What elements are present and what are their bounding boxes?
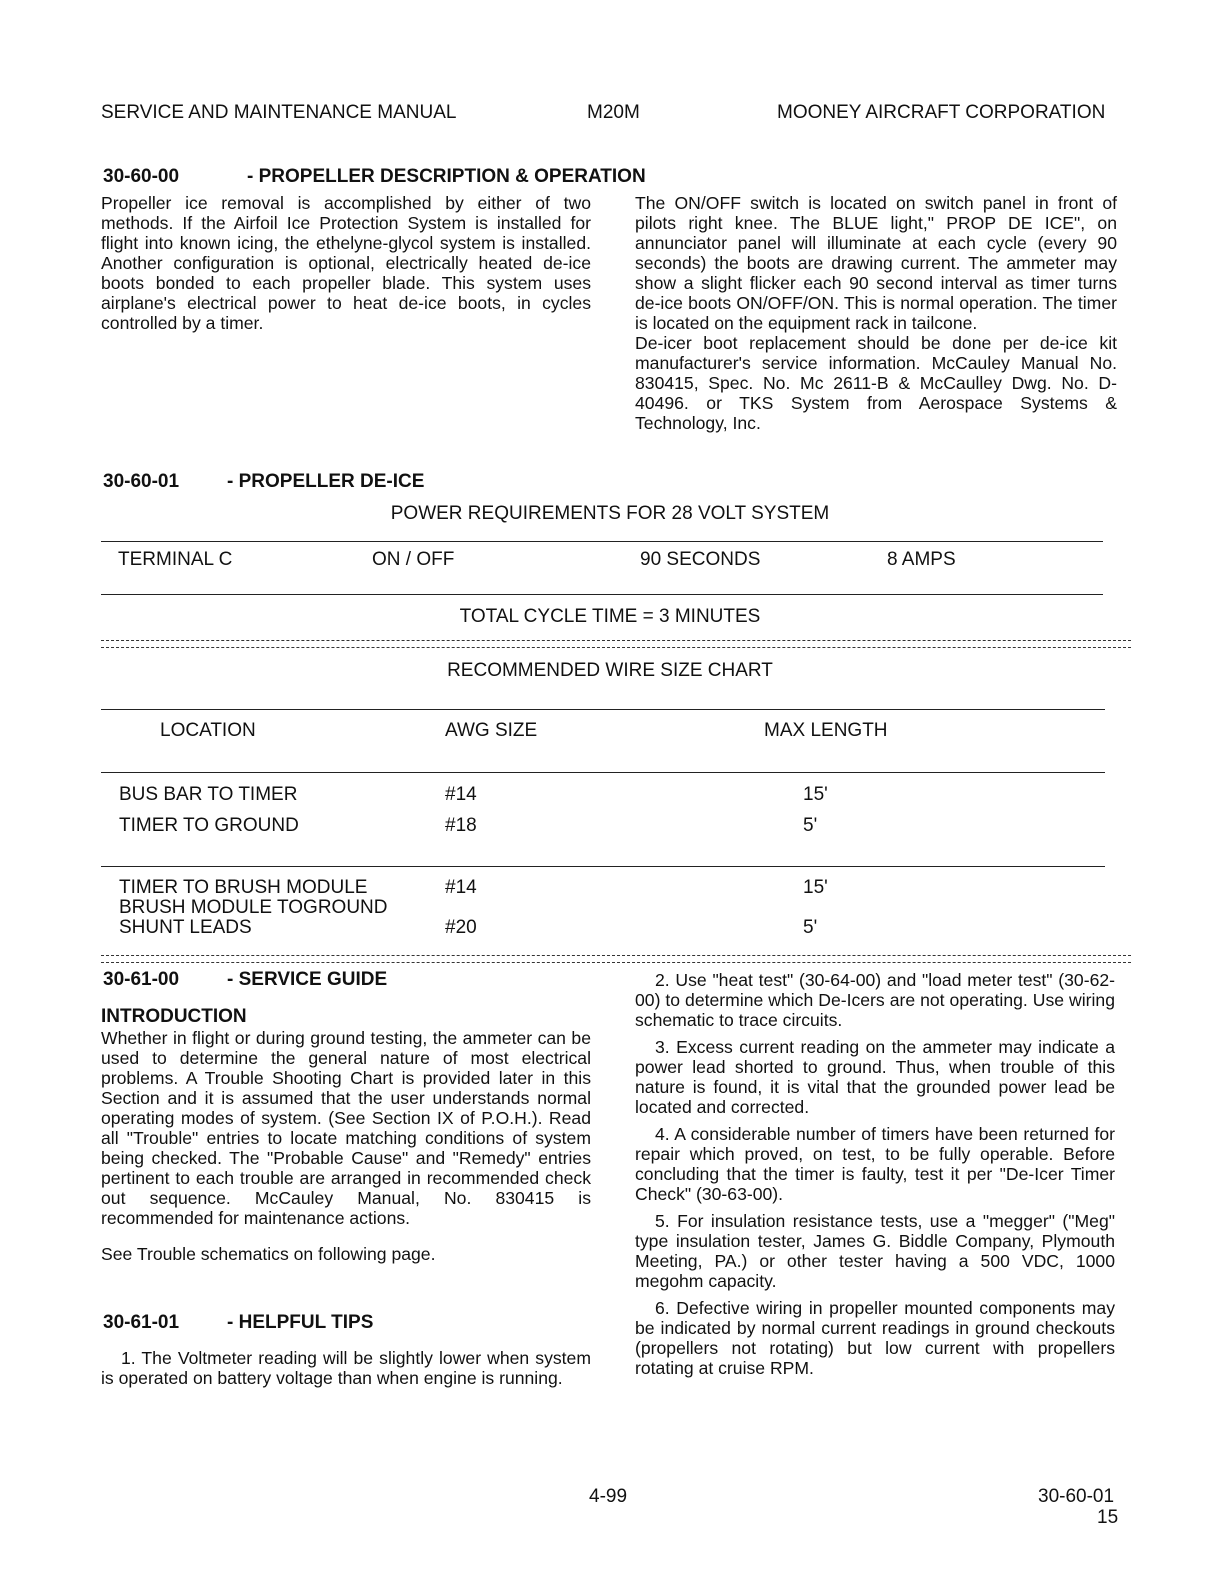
wire-row-length: 15' bbox=[803, 877, 828, 898]
paragraph: Propeller ice removal is accomplished by either of two methods. If the Airfoil Ice Protection System is installed for flight into known icing, the ethelyne-glycol system is installed. Another configuration is optional, electrically heated de-ice boots bonded to each propeller blade. This system uses airplane's electrical power to heat de-ice boots, in cycles controlled by a timer. bbox=[101, 193, 591, 333]
wire-row-length: 5' bbox=[803, 917, 818, 938]
propeller-description-left-text bbox=[101, 193, 591, 340]
tip-2: 2. Use "heat test" (30-64-00) and "load meter test" (30-62-00) to determine which De-Icers are not operating. Use wiring schematic to trace circuits. bbox=[635, 970, 1115, 1030]
power-current: 8 AMPS bbox=[887, 549, 956, 570]
wire-header-awg-size: AWG SIZE bbox=[445, 720, 538, 741]
wire-row-awg: #20 bbox=[445, 917, 477, 938]
wire-row-location: BUS BAR TO TIMER bbox=[119, 784, 298, 805]
tip-1: 1. The Voltmeter reading will be slightly lower when system is operated on battery voltage than when engine is running. bbox=[101, 1348, 591, 1388]
double-divider bbox=[101, 955, 1131, 963]
introduction-text bbox=[101, 1028, 591, 1264]
power-cycle-duration: 90 SECONDS bbox=[640, 549, 761, 570]
paragraph: De-icer boot replacement should be done per de-ice kit manufacturer's service information. McCauley Manual No. 830415, Spec. No. Mc 2611-B & McCaulley Dwg. No. D-40496. or TKS System from Aerospace Systems & Technology, Inc. bbox=[635, 333, 1117, 433]
helpful-tips-right bbox=[635, 970, 1115, 1385]
tip-4: 4. A considerable number of timers have been returned for repair which proved, on test, to be fully operable. Before concluding that the timer is faulty, test it per "De-Icer Timer Check" (30-63-00). bbox=[635, 1124, 1115, 1204]
tip-3: 3. Excess current reading on the ammeter may indicate a power lead shorted to ground. Thus, when trouble of this nature is found, it is vital that the grounded power lead be located and corrected. bbox=[635, 1037, 1115, 1117]
wire-row-awg: #18 bbox=[445, 815, 477, 836]
footer-revision: 15 bbox=[1097, 1507, 1119, 1528]
footer-section-ref: 30-60-01 bbox=[1038, 1486, 1115, 1507]
paragraph: The ON/OFF switch is located on switch panel in front of pilots right knee. The BLUE light," PROP DE ICE", on annunciator panel will illuminate at each cycle (every 90 seconds) the boots are drawing current. The ammeter may show a slight flicker each 90 second interval as timer turns de-ice boots ON/OFF/ON. This is normal operation. The timer is located on the equipment rack in tailcone. bbox=[635, 193, 1117, 333]
power-terminal: TERMINAL C bbox=[118, 549, 233, 570]
wire-row-location: BRUSH MODULE TOGROUND bbox=[119, 897, 388, 918]
section-title-helpful-tips: - HELPFUL TIPS bbox=[227, 1312, 374, 1333]
section-number-30-61-01: 30-61-01 bbox=[103, 1312, 180, 1333]
wire-row-location: SHUNT LEADS bbox=[119, 917, 252, 938]
wire-row-location: TIMER TO GROUND bbox=[119, 815, 299, 836]
section-number-30-60-01: 30-60-01 bbox=[103, 471, 180, 492]
power-requirements-title: POWER REQUIREMENTS FOR 28 VOLT SYSTEM bbox=[390, 503, 830, 524]
wire-row-location: TIMER TO BRUSH MODULE bbox=[119, 877, 368, 898]
double-divider bbox=[101, 640, 1131, 648]
wire-row-length: 15' bbox=[803, 784, 828, 805]
wire-header-max-length: MAX LENGTH bbox=[764, 720, 888, 741]
section-number-30-61-00: 30-61-00 bbox=[103, 969, 180, 990]
wire-row-length: 5' bbox=[803, 815, 818, 836]
section-title-service-guide: - SERVICE GUIDE bbox=[227, 969, 388, 990]
divider bbox=[101, 866, 1105, 867]
wire-header-location: LOCATION bbox=[160, 720, 256, 741]
section-title-propeller-de-ice: - PROPELLER DE-ICE bbox=[227, 471, 425, 492]
divider bbox=[101, 709, 1105, 710]
introduction-block bbox=[101, 1006, 591, 1264]
introduction-heading: INTRODUCTION bbox=[101, 1006, 247, 1027]
wire-row-awg: #14 bbox=[445, 784, 477, 805]
power-switch: ON / OFF bbox=[372, 549, 455, 570]
section-number-30-60-00: 30-60-00 bbox=[103, 166, 180, 187]
helpful-tips-left bbox=[101, 1348, 591, 1395]
header-company: MOONEY AIRCRAFT CORPORATION bbox=[777, 102, 1106, 123]
divider bbox=[101, 772, 1105, 773]
header-manual-title: SERVICE AND MAINTENANCE MANUAL bbox=[101, 102, 457, 123]
footer-page-number: 4-99 bbox=[589, 1486, 628, 1507]
total-cycle-time: TOTAL CYCLE TIME = 3 MINUTES bbox=[459, 606, 761, 627]
header-model: M20M bbox=[587, 102, 640, 123]
paragraph: Whether in flight or during ground testing, the ammeter can be used to determine the general nature of most electrical problems. A Trouble Shooting Chart is provided later in this Section and it is assumed that the user understands normal operating modes of system. (See Section IX of P.O.H.). Read all "Trouble" entries to locate matching conditions of system being checked. The "Probable Cause" and "Remedy" entries pertinent to each trouble are arranged in recommended check out sequence. McCauley Manual, No. 830415 is recommended for maintenance actions. bbox=[101, 1028, 591, 1228]
paragraph: See Trouble schematics on following page. bbox=[101, 1244, 436, 1264]
divider bbox=[101, 594, 1103, 595]
wire-row-awg: #14 bbox=[445, 877, 477, 898]
tip-6: 6. Defective wiring in propeller mounted components may be indicated by normal current readings in ground checkouts (propellers not rotating) but low current with propellers rotating at cruise RPM. bbox=[635, 1298, 1115, 1378]
section-title-propeller-description: - PROPELLER DESCRIPTION & OPERATION bbox=[247, 166, 646, 187]
wire-size-chart-title: RECOMMENDED WIRE SIZE CHART bbox=[447, 660, 773, 681]
tip-5: 5. For insulation resistance tests, use a "megger" ("Meg" type insulation tester, James G. Biddle Company, Plymouth Meeting, PA.) or other tester having a 500 VDC, 1000 megohm capacity. bbox=[635, 1211, 1115, 1291]
propeller-description-right-text bbox=[635, 193, 1117, 433]
divider bbox=[101, 541, 1103, 542]
